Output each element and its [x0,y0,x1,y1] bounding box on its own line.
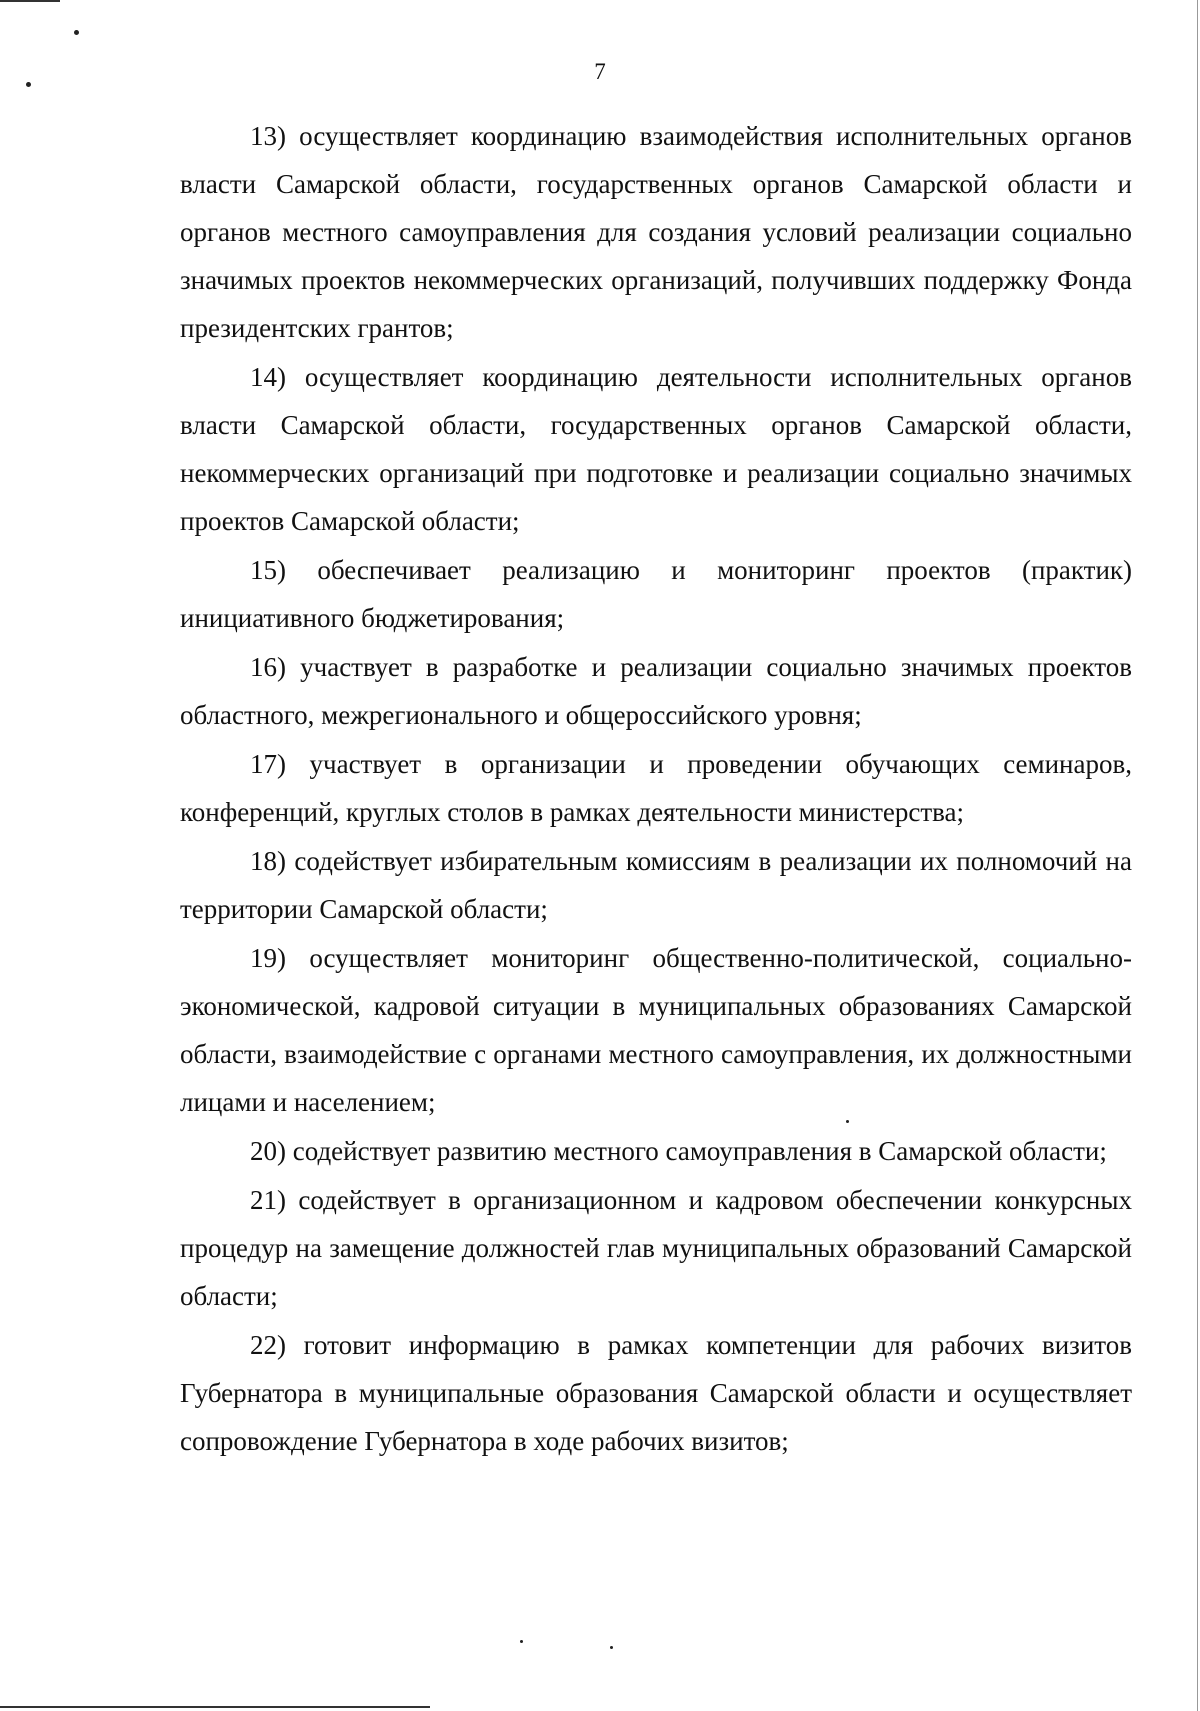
scan-edge-top-left [0,0,60,2]
scan-edge-bottom [0,1706,430,1708]
paragraph-item-18: 18) содействует избирательным комиссиям в реализации их полномочий на территории Самарской области; [180,846,1132,924]
scan-speck [74,30,79,35]
scan-speck [520,1640,523,1643]
document-body [180,112,1132,1466]
paragraph-item-17: 17) участвует в организации и проведении обучающих семинаров, конференций, круглых столов в рамках деятельности министерства; [180,749,1132,827]
page-number: 7 [594,59,606,84]
paragraph-item-21: 21) содействует в организационном и кадровом обеспечении конкурсных процедур на замещение должностей глав муниципальных образований Самарской области; [180,1185,1132,1311]
paragraph-item-14: 14) осуществляет координацию деятельности исполнительных органов власти Самарской области, государственных органов Самарской области, некоммерческих организаций при подготовке и реализации социально значимых проектов Самарской области; [180,362,1132,536]
paragraph-item-15: 15) обеспечивает реализацию и мониторинг проектов (практик) инициативного бюджетирования; [180,555,1132,633]
paragraph-item-22: 22) готовит информацию в рамках компетенции для рабочих визитов Губернатора в муниципальные образования Самарской области и осуществляет сопровождение Губернатора в ходе рабочих визитов; [180,1330,1132,1456]
scan-speck [610,1646,613,1649]
paragraph-item-13: 13) осуществляет координацию взаимодействия исполнительных органов власти Самарской области, государственных органов Самарской области и органов местного самоуправления для создания условий реализации социально значимых проектов некоммерческих организаций, получивших поддержку Фонда президентских грантов; [180,121,1132,343]
scan-edge-right [1197,0,1198,1711]
paragraph-item-20: 20) содействует развитию местного самоуправления в Самарской области; [250,1136,1107,1166]
paragraph-item-16: 16) участвует в разработке и реализации социально значимых проектов областного, межрегионального и общероссийского уровня; [180,652,1132,730]
paragraph-item-19: 19) осуществляет мониторинг общественно-политической, социально-экономической, кадровой ситуации в муниципальных образованиях Самарской области, взаимодействие с органами местного самоуправления, их должностными лицами и населением; [180,943,1132,1117]
